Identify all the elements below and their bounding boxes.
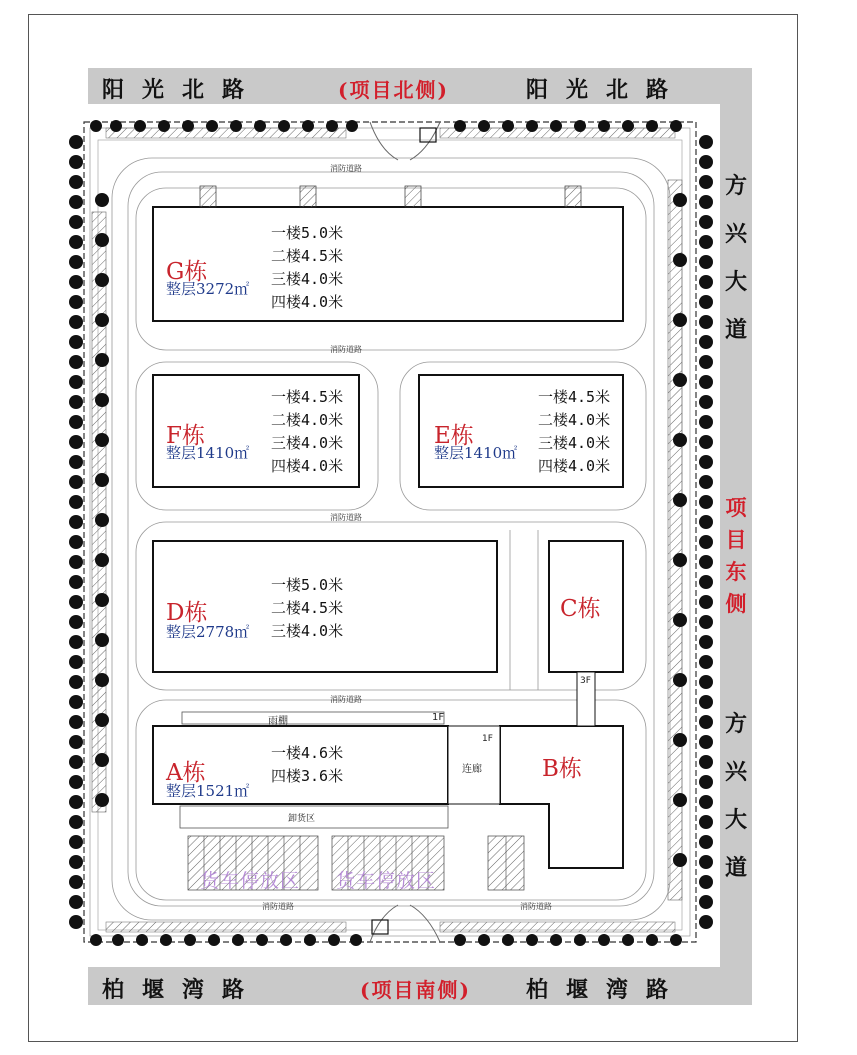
- building-e-area: 整层1410㎡: [434, 444, 518, 462]
- building-d-floors: [271, 574, 343, 643]
- east-side-char: 项: [725, 495, 747, 520]
- floor-height: 一楼4.5米: [271, 388, 344, 406]
- fire-road-label: 消防道路: [520, 902, 552, 911]
- floor-height: 四楼4.0米: [271, 293, 344, 311]
- building-f-floors: [271, 386, 343, 478]
- east-road-bottom-char: 方: [724, 711, 747, 737]
- east-side-char: 侧: [725, 591, 747, 616]
- floor-height: 三楼4.0米: [271, 270, 344, 288]
- floor-height: 一楼4.5米: [538, 388, 611, 406]
- east-road-top-char: 兴: [724, 221, 747, 247]
- floor-height: 一楼4.6米: [271, 744, 344, 762]
- fire-road-label: 消防道路: [262, 902, 294, 911]
- fire-road-label: 消防道路: [330, 164, 362, 173]
- floor-height: 三楼4.0米: [538, 434, 611, 452]
- floor-height: 一楼5.0米: [271, 576, 344, 594]
- east-side-char: 目: [725, 527, 747, 552]
- unload-zone-label: 卸货区: [288, 814, 316, 824]
- canopy-label: 雨棚: [268, 716, 288, 727]
- floor-height: 四楼3.6米: [271, 767, 344, 785]
- building-d-area: 整层2778㎡: [166, 623, 250, 641]
- south-side-label: (项目南侧): [360, 978, 471, 1002]
- building-f-name: F栋: [166, 423, 205, 449]
- floor-height: 三楼4.0米: [271, 434, 344, 452]
- east-road-bottom-char: 兴: [724, 759, 747, 785]
- south-road-right-label: 柏堰湾路: [526, 977, 687, 1003]
- corridor-1f-label: 1F: [482, 734, 493, 744]
- floor-height: 二楼4.5米: [271, 599, 344, 617]
- floor-1f-label: 1F: [432, 712, 445, 723]
- corridor-label: 连廊: [462, 764, 482, 775]
- east-road-top-char: 道: [724, 317, 747, 343]
- building-g-floors: [271, 222, 343, 314]
- truck-parking-label-1: 货车停放区: [200, 870, 301, 892]
- floor-height: 二楼4.0米: [538, 411, 611, 429]
- floor-height: 一楼5.0米: [271, 224, 344, 242]
- floor-height: 四楼4.0米: [271, 457, 344, 475]
- south-road-left-label: 柏堰湾路: [102, 977, 263, 1003]
- building-e-floors: [538, 386, 610, 478]
- south-green-strip: [106, 922, 346, 932]
- building-f-area: 整层1410㎡: [166, 444, 250, 462]
- building-e-name: E栋: [434, 423, 474, 449]
- east-road-top-char: 大: [724, 269, 747, 295]
- north-road-right-label: 阳光北路: [526, 77, 687, 103]
- building-g-name: G栋: [166, 259, 208, 285]
- north-road-left-label: 阳光北路: [102, 77, 263, 103]
- north-side-label: (项目北侧): [338, 78, 449, 102]
- east-road-top-char: 方: [724, 173, 747, 199]
- truck-parking-label-2: 货车停放区: [336, 870, 437, 892]
- floor-height: 二楼4.0米: [271, 411, 344, 429]
- fire-road-label: 消防道路: [330, 513, 362, 522]
- building-b-name: B栋: [542, 756, 582, 782]
- east-road-bottom-char: 大: [724, 807, 747, 833]
- east-road-bottom-char: 道: [724, 855, 747, 881]
- building-d-name: D栋: [166, 600, 208, 626]
- floor-height: 四楼4.0米: [538, 457, 611, 475]
- building-a-name: A栋: [166, 760, 206, 786]
- canopy-a: [182, 712, 444, 724]
- fire-road-label: 消防道路: [330, 695, 362, 704]
- floor-height: 三楼4.0米: [271, 622, 344, 640]
- building-a-area: 整层1521㎡: [166, 782, 250, 800]
- building-c-name: C栋: [560, 596, 601, 622]
- floor-height: 二楼4.5米: [271, 247, 344, 265]
- building-g: [153, 207, 623, 321]
- connector-3f-label: 3F: [580, 676, 591, 686]
- east-side-char: 东: [725, 559, 747, 584]
- building-g-area: 整层3272㎡: [166, 280, 250, 298]
- building-a-floors: [271, 742, 343, 788]
- fire-road-label: 消防道路: [330, 345, 362, 354]
